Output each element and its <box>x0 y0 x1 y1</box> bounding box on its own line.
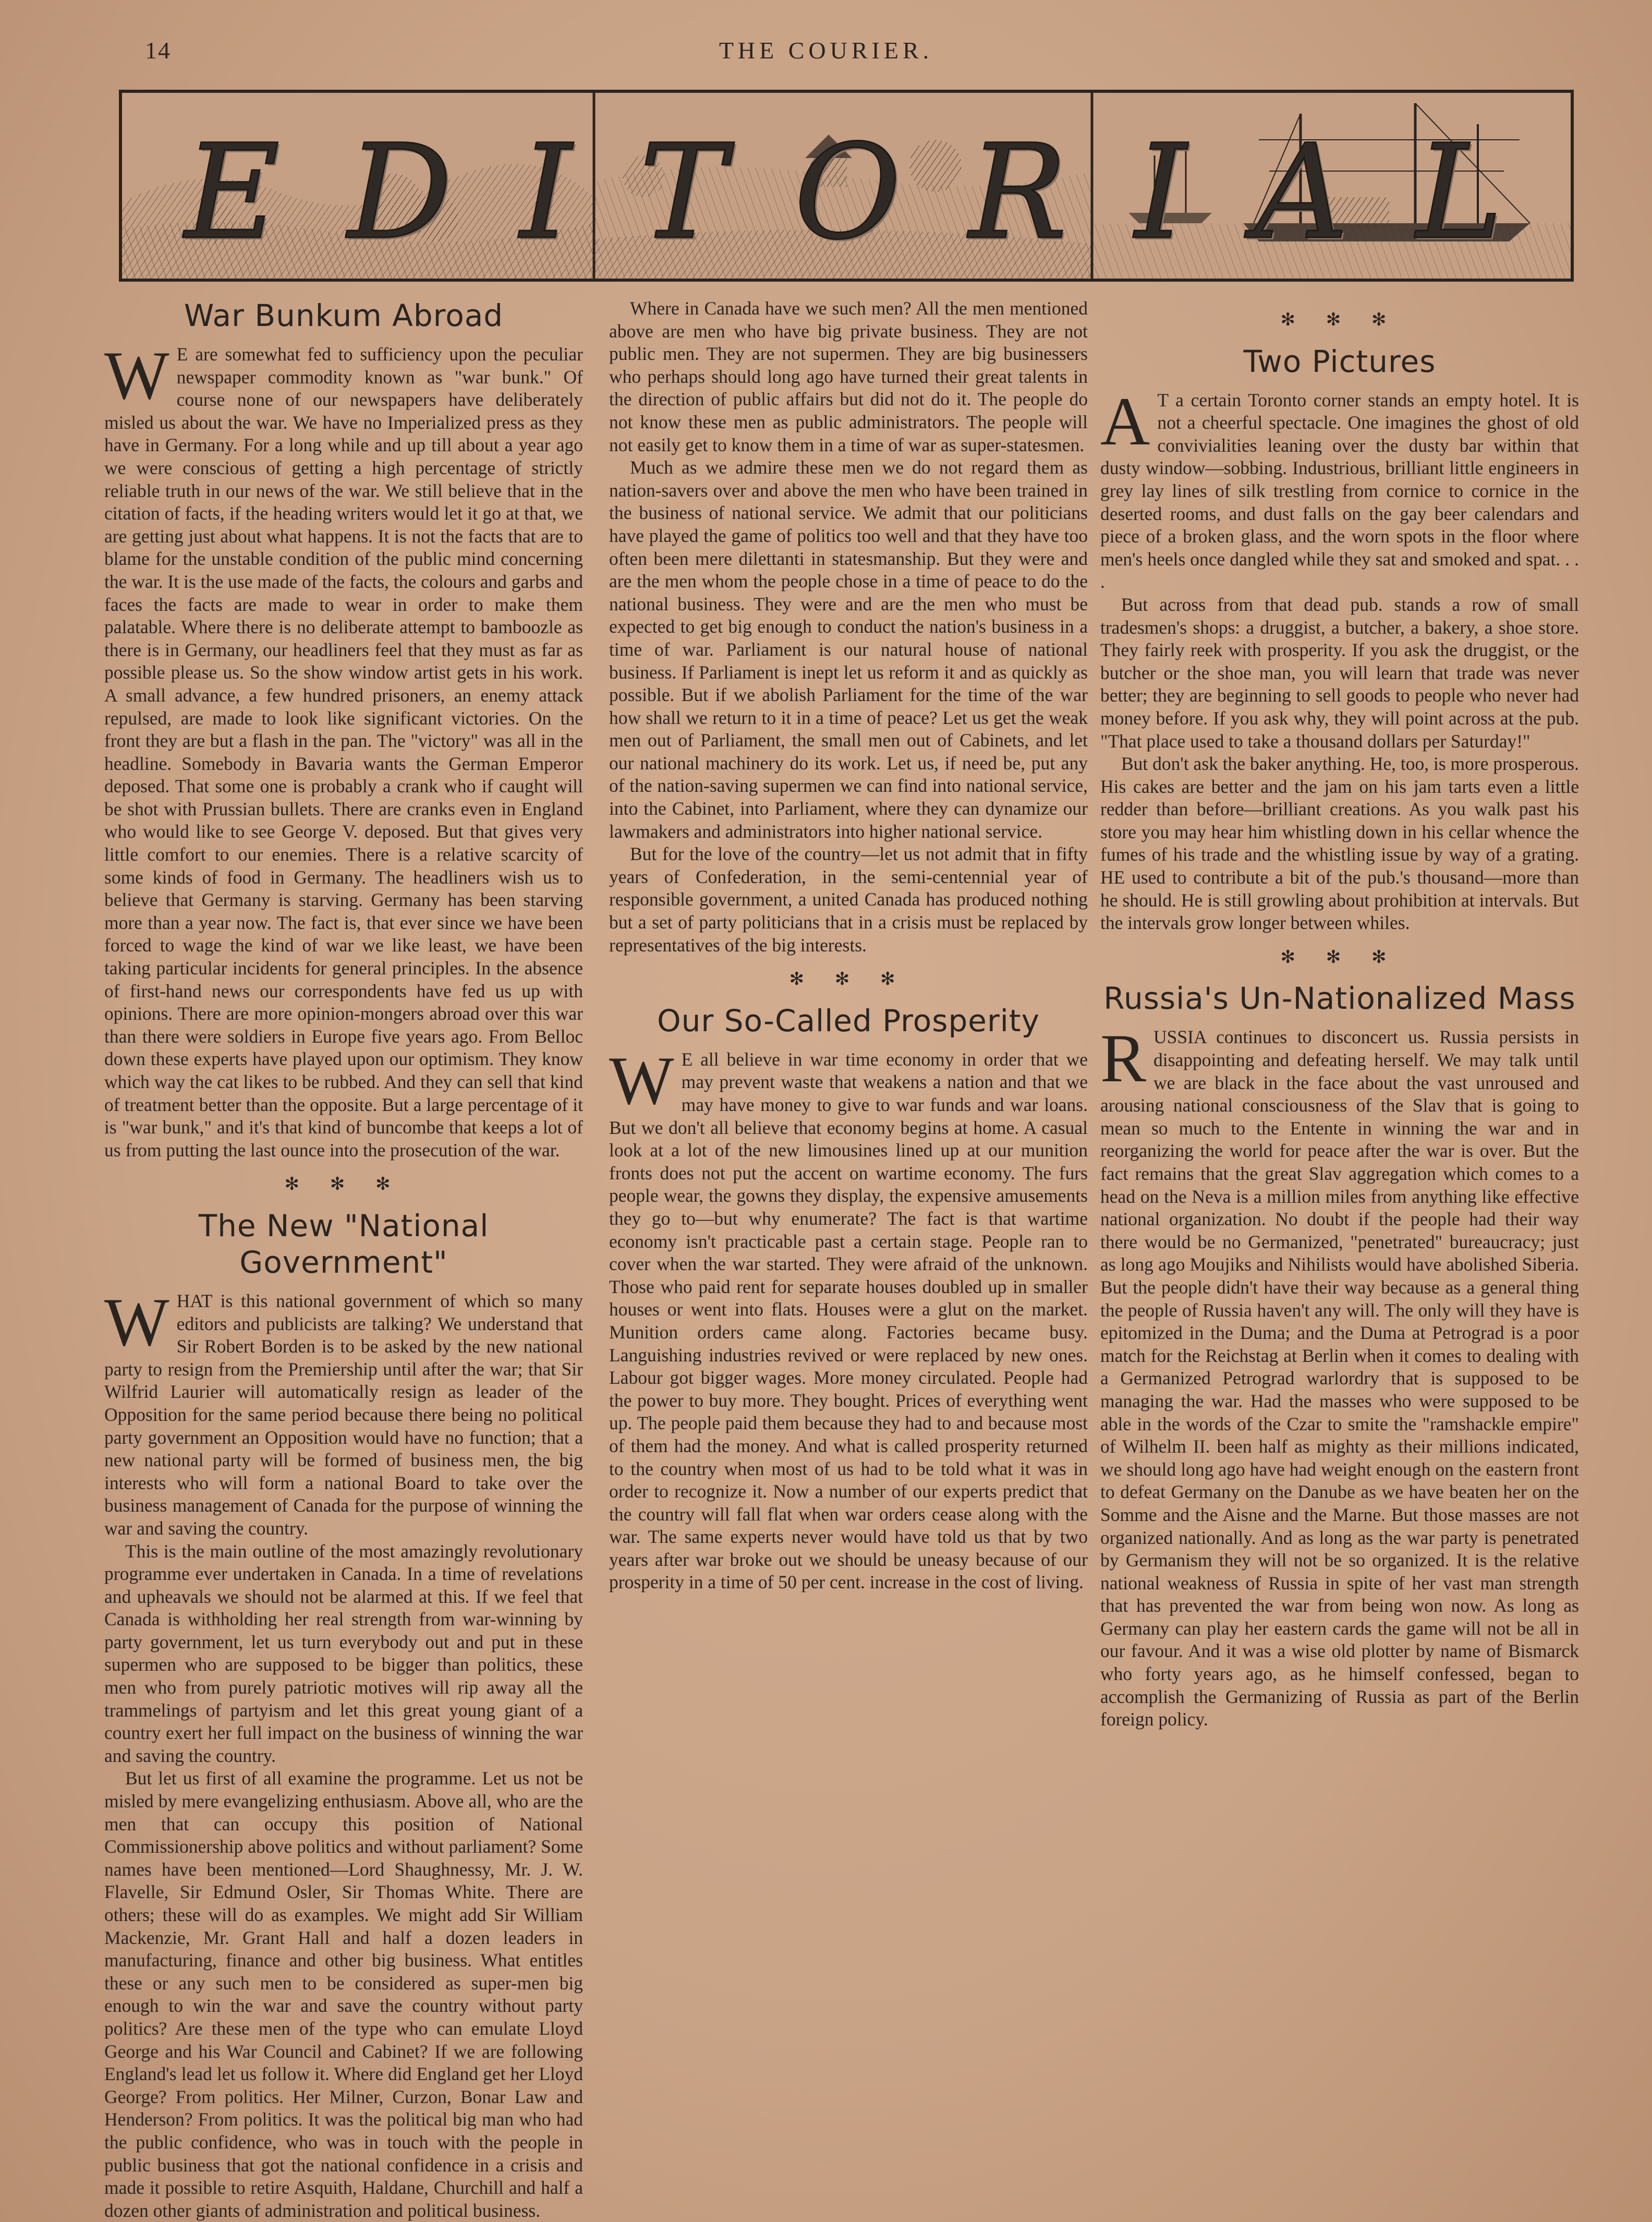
drop-cap: W <box>609 1042 674 1119</box>
article-paragraph: W E are somewhat fed to sufficiency upon the peculiar newspaper commodity known as "war bunk." Of course none of our newspapers have deliberately misled us about the war. We have no Imperialized press as they have in Germany. For a long while and up till about a year ago we were conscious of getting a high percentage of strictly reliable truth in our news of the war. We still believe that in the citation of facts, if the heading writers would let it go at that, we are getting just about what happens. It is not the facts that are to blame for the unstable condition of the public mind concerning the war. It is the use made of the facts, the colours and garbs and faces the facts are made to wear in order to make them palatable. Where there is no deliberate attempt to bamboozle as there is in Germany, our headliners feel that they must as far as possible please us. So the show window artist gets in his work. A small advance, a few hundred prisoners, an enemy attack repulsed, are made to look like significant victories. On the front they are but a flash in the pan. The "victory" was all in the headline. Somebody in Bavaria wants the German Emperor deposed. That some one is probably a crank who if caught will be shot with Prussian bullets. There are cranks even in England who would like to see George V. deposed. But that gives very little comfort to our enemies. There is a relative scarcity of some kinds of food in Germany. The headliners wish us to believe that Germany is starving. Germany has been starving more than a year now. The fact is, that ever since we have been forced to wage the kind of war we like least, we have been taking particular incidents for general principles. In the absence of first-hand news our correspondents have fed us up with opinions. There are more opinion-mongers abroad over this war than there were soldiers in Europe five years ago. From Belloc down these experts have played upon our optimism. They know which way the cat likes to be rubbed. And they can sell that kind of treatment better than the opposite. But a large percentage of it is "war bunk," and it's that kind of buncombe that keeps a lot of us from putting the last ounce into the prosecution of the war. <box>104 337 583 1161</box>
article-paragraph: A T a certain Toronto corner stands an empty hotel. It is not a cheerful spectacle. One imagines the ghost of old convivialities leaning over the dusty bar within that dusty window—sobbing. Industrious, brilliant little engineers in grey lay lines of silk trestling from cornice to cornice in the deserted rooms, and dust falls on the gay beer calendars and piece of a broken glass, and the worn spots in the floor where men's heels once dangled while they sat and smoked and spat. . . . <box>1100 382 1579 593</box>
banner-letter: E <box>185 116 285 268</box>
section-divider: ✻ ✻ ✻ <box>789 969 908 990</box>
article-paragraph: But across from that dead pub. stands a row of small tradesmen's shops: a druggist, a butcher, a bakery, a shoe store. They fairly reek with prosperity. If you ask the druggist, or the butcher or the shoe man, you will learn that trade was never better; they are beginning to sell goods to people who never had money before. If you ask why, they will point across at the pub. "That place used to take a thousand dollars per Saturday!" <box>1100 594 1579 752</box>
article-paragraph: WHAT is this national government of which so many editors and publicists are talking? We understand that Sir Robert Borden is to be asked by the new national party to resign from the Premiership until after the war; that Sir Wilfrid Laurier will automatically resign as leader of the Opposition for the same period because there being no political party government an Opposition would have no function; that a new national party will be formed of business men, the big interests who will form a national Board to take over the business management of Canada for the purpose of winning the war and saving the country. <box>104 1283 583 1539</box>
article-paragraph: Much as we admire these men we do not regard them as nation-savers over and above the men who have been trained in the business of national service. We admit that our politicians have played the game of politics too well and that they have too often been mere dilettanti in statesmanship. But they were and are the men whom the people chose in a time of peace to do the national business. They were and are the men who must be expected to get big enough to conduct the nation's business in a time of war. Parliament is our natural house of national business. If Parliament is inept let us reform it and as quickly as possible. But if we abolish Parliament for the time of the war how shall we return to it in a time of peace? Let us get the weak men out of Parliament, the small men out of Cabinets, and let our national machinery do its work. Let us, if need be, put any of the nation-saving supermen we can find into national service, into the Cabinet, into Parliament, where they can dynamize our lawmakers and administrators into higher national service. <box>609 457 1088 842</box>
drop-cap: R <box>1100 1020 1147 1097</box>
article-paragraph: W E all believe in war time economy in order that we may prevent waste that weakens a nation and that we may have money to give to war funds and war loans. But we don't all believe that economy begins at home. A casual look at a lot of the new limousines lined up at our munition fronts does not put the accent on wartime economy. The furs people wear, the gowns they display, the expensive amusements they go to—but why enumerate? The fact is that wartime economy isn't practicable past a certain stage. People ran to cover when the war started. They were afraid of the unknown. Those who paid rent for separate houses doubled up in smaller houses or went into flats. Houses were a glut on the market. Munition orders came along. Factories became busy. Languishing industries revived or were replaced by new ones. Labour got bigger wages. More money circulated. People had the power to buy more. They bought. Prices of everything went up. The people paid them because they had to and because most of them had the money. And what is called prosperity returned to the country when most of us had to be told what it was in order to recognize it. Now a number of our experts predict that the country will fall flat when war orders cease along with the war. The same experts never would have told us that by two years after war broke out we should be uneasy because of our prosperity in a time of 50 per cent. increase in the cost of living. <box>609 1042 1088 1593</box>
section-divider: ✻ ✻ ✻ <box>1280 309 1399 330</box>
article-paragraph: But let us first of all examine the programme. Let us not be misled by mere evangelizing enthusiasm. Above all, who are the men that can occupy this position of National Commissionership above politics and without parliament? Some names have been mentioned—Lord Shaughnessy, Mr. J. W. Flavelle, Sir Edmund Osler, Sir Thomas White. There are others; these will do as examples. We might add Sir William Mackenzie, Mr. Grant Hall and half a dozen leaders in manufacturing, finance and other big business. What entitles these or any such men to be considered as super-men big enough to win the war and save the country without party politics? Are these men of the type who can emulate Lloyd George and his War Council and Cabinet? If we are following England's lead let us follow it. Where did England get her Lloyd George? From politics. Her Milner, Curzon, Bonar Law and Henderson? From politics. It was the political big man who had the public confidence, who was in touch with the people in public business that got the national confidence in a crisis and made it possible to retire Asquith, Haldane, Churchill and half a dozen other giants of administration and political business. <box>104 1768 583 2221</box>
banner-letter: T <box>639 116 732 268</box>
article-paragraph: But for the love of the country—let us not admit that in fifty years of Confederation, in the semi-centennial year of responsible government, a united Canada has produced nothing but a set of party politicians that in a crisis must be replaced by representatives of the big interests. <box>609 843 1088 956</box>
drop-cap: W <box>104 1283 169 1360</box>
article-title: War Bunkum Abroad <box>184 298 504 333</box>
article-title: Russia's Un-Nationalized Mass <box>1103 981 1576 1017</box>
column-2 <box>609 297 1088 1594</box>
article-paragraph: This is the main outline of the most amazingly revolutionary programme ever undertaken in Canada. In a time of revelations and upheavals we should not be alarmed at this. If we feel that Canada is withholding her real strength from war-winning by party government, let us turn everybody out and put in these supermen who are supposed to be bigger than politics, these men who from purely patriotic motives will rip away all the trammelings of partyism and let this great young giant of a country exert her full impact on the business of winning the war and saving the country. <box>104 1540 583 1766</box>
drop-cap: W <box>104 337 169 414</box>
column-1 <box>104 297 583 2222</box>
section-divider: ✻ ✻ ✻ <box>1280 946 1399 968</box>
article-title: Our So-Called Prosperity <box>657 1003 1040 1038</box>
column-3 <box>1100 297 1579 1731</box>
banner-letter: I <box>1135 116 1192 268</box>
banner-letter: D <box>347 116 458 268</box>
article-paragraph: But don't ask the baker anything. He, too, is more prosperous. His cakes are better and the jam on his jam tarts even a little redder than before—brilliant creations. As you walk past his store you may hear him whistling down in his cellar whence the fumes of his trade and the whistling issue by way of a grating. HE used to contribute a bit of the pub.'s thousand—more than he should. He is still growling about prohibition at intervals. But the intervals grow longer between whiles. <box>1100 753 1579 934</box>
page-number: 14 <box>145 37 171 64</box>
publication-title: THE COURIER. <box>719 37 933 64</box>
article-title: The New "National Government" <box>198 1207 489 1280</box>
article-paragraph: Where in Canada have we such men? All the men mentioned above are men who have big private business. They are not public men. They are not supermen. They are big businessers who perhaps should long ago have turned their great talents in the direction of public affairs but did not do it. The people do not know these men as public administrators. The people will not easily get to know them in a time of war as super-statesmen. <box>609 298 1088 455</box>
banner-letter: L <box>1416 116 1508 268</box>
banner-letter: I <box>520 116 577 268</box>
banner-letter: A <box>1254 116 1354 268</box>
article-paragraph: RUSSIA continues to disconcert us. Russia persists in disappointing and defeating herself. We may talk until we are black in the face about the vast unroused and arousing national consciousness of the Slav that is going to mean so much to the Entente in winning the war and in reorganizing the world for peace after the war is over. But the fact remains that the great Slav aggregation which comes to a head on the Neva is a million miles from anything like effective national organization. No doubt if the people had their way there would be no Germanized, "penetrated" bureaucracy; just as long ago Moujiks and Nihilists would have abolished Siberia. But the people didn't have their way because as a general thing the people of Russia haven't any will. The only will they have is epitomized in the Duma; and the Duma at Petrograd is a poor match for the Reichstag at Berlin when it comes to dealing with a Germanized Petrograd warlordry that is supposed to be managing the war. Had the masses who were supposed to be able in the words of the Czar to smite the "ramshackle empire" of Wilhelm II. been half as mighty as their millions indicated, we should long ago have had weight enough on the eastern front to defeat Germany on the Danube as we have beaten her on the Somme and the Aisne and the Marne. But those masses are not organized nationally. And as long as the war party is penetrated by Germanism they will not be so organized. It is the relative national weakness of Russia in spite of her vast man strength that has prevented the war from being won now. As long as Germany can play her eastern cards the game will not be all in our favour. And it was a wise old plotter by name of Bismarck who forty years ago, as he himself confessed, began to accomplish the Germanizing of Russia as part of the Berlin foreign policy. <box>1100 1020 1579 1730</box>
banner-letter: R <box>969 116 1073 268</box>
editorial-heading <box>122 116 1571 268</box>
article-title: Two Pictures <box>1243 343 1436 379</box>
editorial-banner <box>119 90 1574 282</box>
drop-cap: A <box>1100 382 1150 460</box>
banner-letter: O <box>794 116 906 268</box>
section-divider: ✻ ✻ ✻ <box>284 1174 403 1195</box>
